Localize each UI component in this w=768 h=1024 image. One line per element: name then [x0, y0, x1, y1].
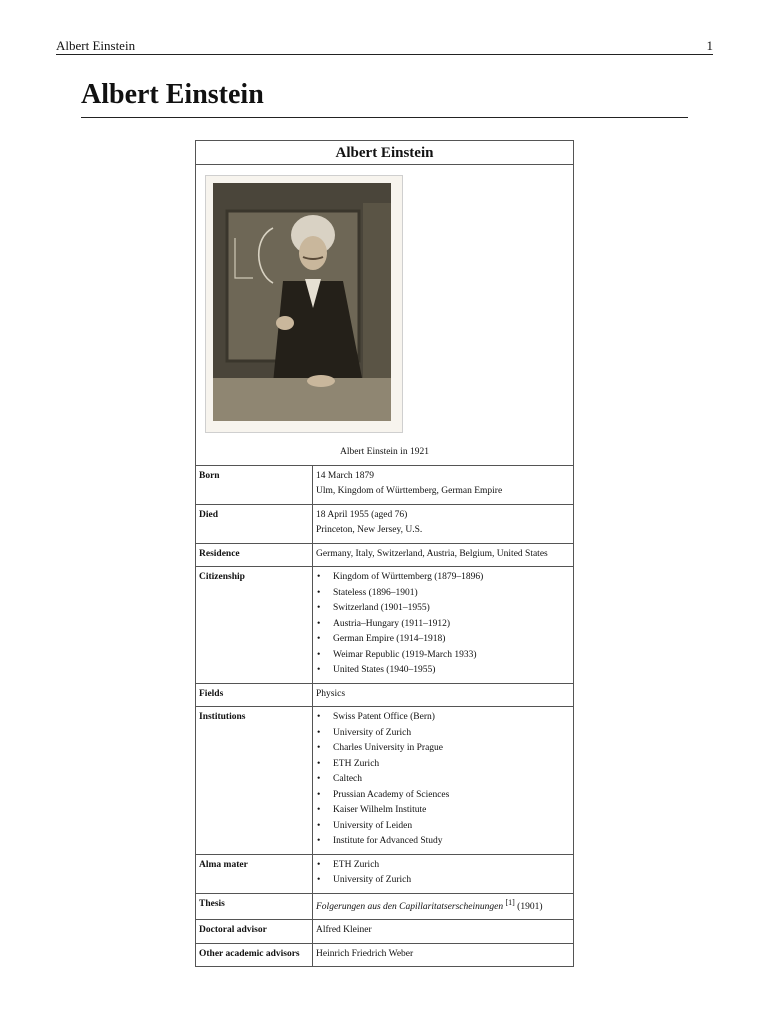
infobox-row-doctoral-advisor [196, 920, 574, 944]
infobox-row-died [196, 504, 574, 543]
list-item[interactable]: • ETH Zurich [316, 757, 570, 773]
list-item[interactable]: • Institute for Advanced Study [316, 834, 570, 850]
citation-ref[interactable]: [1] [505, 897, 515, 907]
list-item[interactable]: • University of Zurich [316, 873, 570, 889]
portrait-photo[interactable] [213, 183, 391, 421]
residence-value[interactable]: Germany, Italy, Switzerland, Austria, Belgium, United States [313, 543, 574, 567]
thesis-value [313, 893, 574, 920]
other-advisors-value[interactable]: Heinrich Friedrich Weber [313, 943, 574, 967]
fields-value[interactable]: Physics [313, 683, 574, 707]
infobox [195, 140, 574, 967]
citizenship-list [316, 570, 570, 679]
running-header-title: Albert Einstein [56, 38, 136, 53]
list-item[interactable]: • German Empire (1914–1918) [316, 632, 570, 648]
list-item[interactable]: • Prussian Academy of Sciences [316, 788, 570, 804]
thesis-title[interactable]: Folgerungen aus den Capillaritatserscheinungen [316, 901, 504, 912]
infobox-row-alma-mater [196, 854, 574, 893]
other-advisors-label: Other academic advisors [196, 943, 313, 967]
list-item[interactable]: • Stateless (1896–1901) [316, 586, 570, 602]
image-caption: Albert Einstein in 1921 [340, 447, 429, 457]
infobox-caption: Albert Einstein [196, 141, 574, 165]
residence-label: Residence [196, 543, 313, 567]
list-item[interactable]: • University of Zurich [316, 726, 570, 742]
citizenship-label: Citizenship [196, 567, 313, 684]
infobox-row-residence [196, 543, 574, 567]
died-label: Died [196, 504, 313, 543]
alma-mater-label: Alma mater [196, 854, 313, 893]
died-place[interactable]: Princeton, New Jersey, U.S. [316, 525, 423, 535]
thesis-year: (1901) [517, 901, 543, 912]
thesis-label: Thesis [196, 893, 313, 920]
portrait-frame[interactable] [205, 175, 403, 433]
list-item[interactable]: • Weimar Republic (1919-March 1933) [316, 648, 570, 664]
infobox-row-citizenship [196, 567, 574, 684]
institutions-list [316, 710, 570, 850]
list-item[interactable]: • Charles University in Prague [316, 741, 570, 757]
list-item[interactable]: • Kaiser Wilhelm Institute [316, 803, 570, 819]
infobox-row-other-advisors [196, 943, 574, 967]
list-item[interactable]: • Austria–Hungary (1911–1912) [316, 617, 570, 633]
infobox-row-thesis [196, 893, 574, 920]
doctoral-advisor-value[interactable]: Alfred Kleiner [313, 920, 574, 944]
died-date: 18 April 1955 (aged 76) [316, 509, 408, 520]
alma-mater-list [316, 858, 570, 889]
born-label: Born [196, 465, 313, 504]
page-title: Albert Einstein [81, 78, 688, 118]
list-item[interactable]: • Switzerland (1901–1955) [316, 601, 570, 617]
born-value [313, 465, 574, 504]
fields-label: Fields [196, 683, 313, 707]
list-item[interactable]: • Caltech [316, 772, 570, 788]
portrait-illustration [213, 183, 391, 421]
list-item[interactable]: • Swiss Patent Office (Bern) [316, 710, 570, 726]
died-value [313, 504, 574, 543]
institutions-label: Institutions [196, 707, 313, 855]
infobox-row-born [196, 465, 574, 504]
born-place[interactable]: Ulm, Kingdom of Württemberg, German Empire [316, 486, 503, 496]
infobox-row-institutions [196, 707, 574, 855]
doctoral-advisor-label: Doctoral advisor [196, 920, 313, 944]
running-header [56, 38, 713, 55]
infobox-row-fields [196, 683, 574, 707]
infobox-caption-row [196, 141, 574, 165]
page-number: 1 [706, 38, 713, 53]
infobox-image-row [196, 165, 574, 466]
list-item[interactable]: • ETH Zurich [316, 858, 570, 874]
list-item[interactable]: • United States (1940–1955) [316, 663, 570, 679]
list-item[interactable]: • University of Leiden [316, 819, 570, 835]
born-date: 14 March 1879 [316, 470, 375, 481]
list-item[interactable]: • Kingdom of Württemberg (1879–1896) [316, 570, 570, 586]
